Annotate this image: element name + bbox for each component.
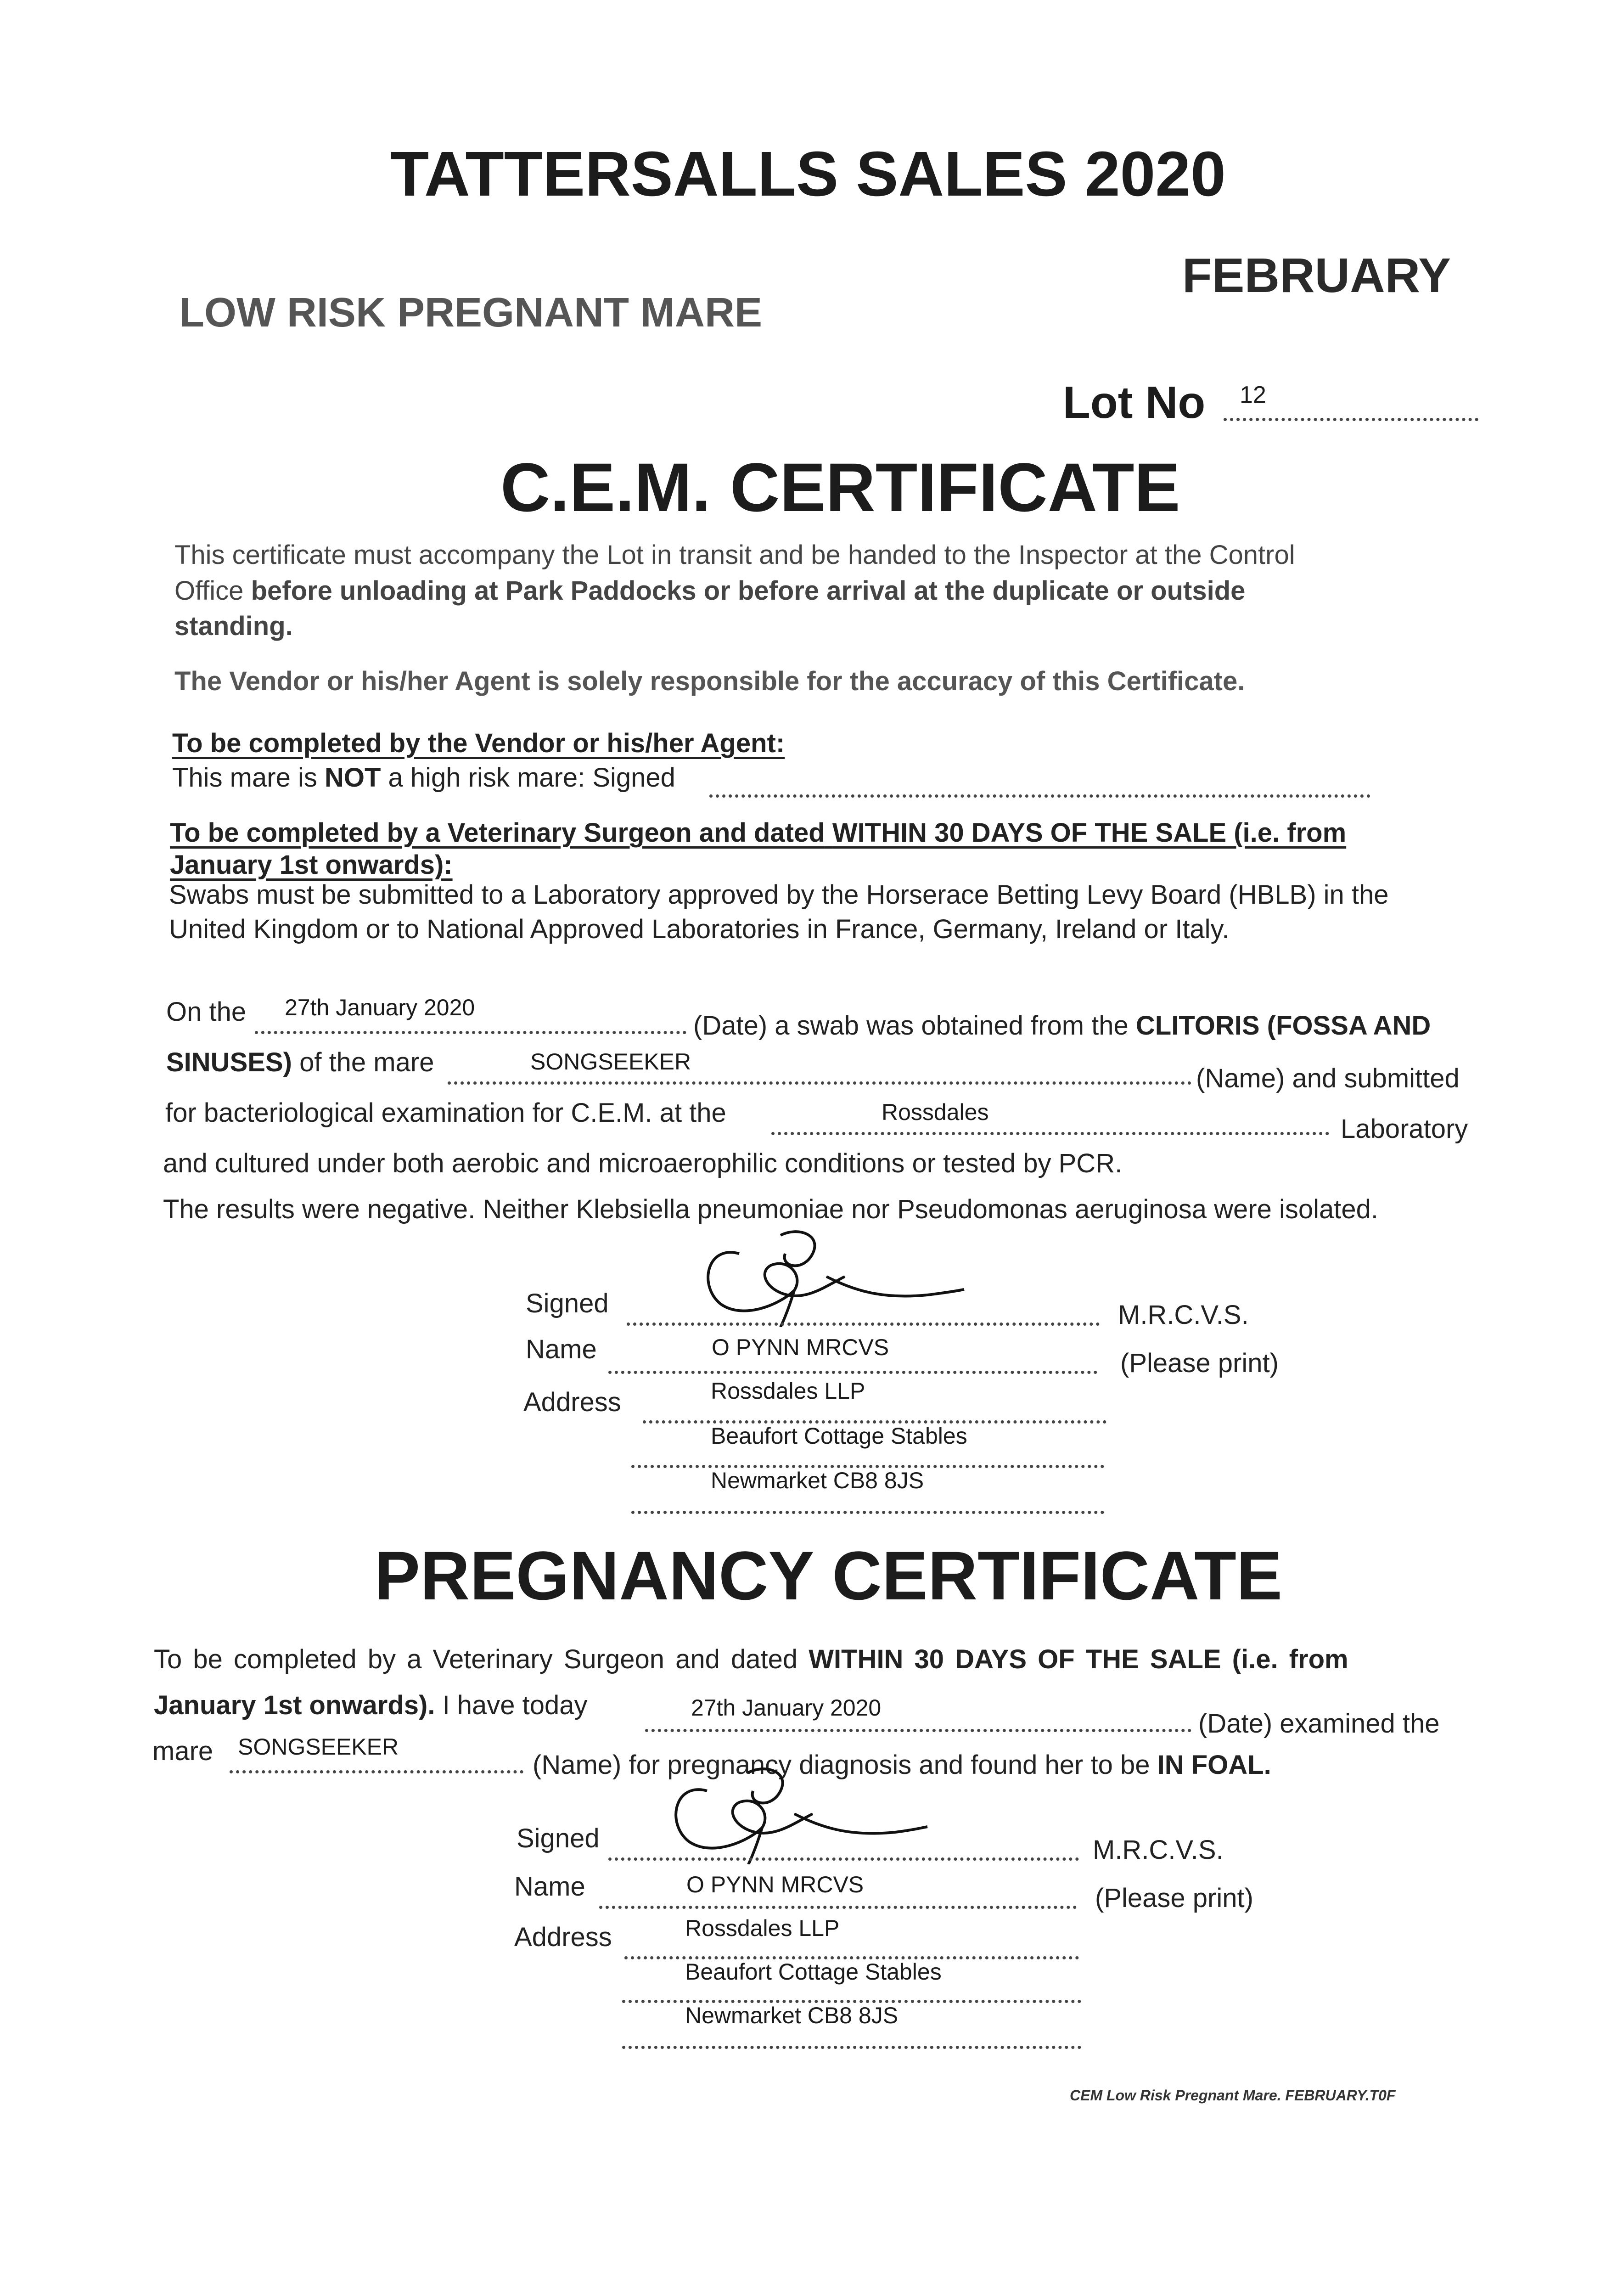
swab-date-line <box>255 1031 686 1034</box>
cem-signed-label: Signed <box>526 1289 609 1318</box>
pregnancy-address-2: Beaufort Cottage Stables <box>685 1959 942 1985</box>
swab-requirement-2: United Kingdom or to National Approved Laboratories in France, Germany, Ireland or Italy. <box>169 914 1230 944</box>
lab-value: Rossdales <box>882 1099 989 1125</box>
cem-vet-name: O PYNN MRCVS <box>712 1334 889 1360</box>
document-title: TATTERSALLS SALES 2020 <box>390 139 1226 209</box>
cem-address-line-3 <box>631 1511 1104 1514</box>
pregnancy-address-label: Address <box>514 1922 612 1952</box>
pregnancy-date-line <box>645 1729 1191 1732</box>
pregnancy-line-1: To be completed by a Veterinary Surgeon and dated WITHIN 30 DAYS OF THE SALE (i.e. from <box>154 1644 1348 1674</box>
sale-category: LOW RISK PREGNANT MARE <box>179 290 762 336</box>
on-the-label: On the <box>166 997 247 1027</box>
name-and-submitted: (Name) and submitted <box>1196 1064 1460 1093</box>
intro-line-1: This certificate must accompany the Lot in transit and be handed to the Inspector at the Control <box>174 540 1295 570</box>
mare-name-line <box>448 1081 1191 1085</box>
cem-mrcvs: M.R.C.V.S. <box>1118 1300 1249 1330</box>
pregnancy-signed-line <box>608 1857 1079 1861</box>
cem-title: C.E.M. CERTIFICATE <box>500 449 1180 526</box>
pregnancy-address-1: Rossdales LLP <box>685 1915 840 1941</box>
intro-line-3: standing. <box>174 611 293 641</box>
mare-name-value: SONGSEEKER <box>530 1049 691 1075</box>
pregnancy-mare-label: mare <box>152 1736 213 1766</box>
lot-dotted-line <box>1224 418 1478 421</box>
results-statement: The results were negative. Neither Klebsiella pneumoniae nor Pseudomonas aeruginosa were isolated. <box>163 1194 1378 1224</box>
pregnancy-vet-signature <box>657 1759 932 1864</box>
vendor-signature-line <box>709 794 1370 798</box>
pregnancy-name-line <box>599 1906 1077 1909</box>
vendor-heading: To be completed by the Vendor or his/her Agent: <box>172 728 785 758</box>
pregnancy-mare-name: SONGSEEKER <box>238 1734 399 1760</box>
intro-line-2: Office before unloading at Park Paddocks or before arrival at the duplicate or outside <box>174 576 1246 606</box>
pregnancy-vet-name: O PYNN MRCVS <box>686 1872 864 1897</box>
pregnancy-name-label: Name <box>514 1872 585 1902</box>
pregnancy-line-2a: January 1st onwards). I have today <box>154 1690 588 1720</box>
laboratory-label: Laboratory <box>1341 1114 1468 1144</box>
cem-address-1: Rossdales LLP <box>711 1378 865 1404</box>
cem-address-3: Newmarket CB8 8JS <box>711 1468 924 1493</box>
vet-heading-line-1: To be completed by a Veterinary Surgeon and dated WITHIN 30 DAYS OF THE SALE (i.e. from <box>170 818 1347 848</box>
cem-please-print: (Please print) <box>1120 1348 1279 1378</box>
pregnancy-please-print: (Please print) <box>1095 1883 1253 1913</box>
pregnancy-mare-line <box>230 1770 523 1773</box>
lot-number: 12 <box>1240 382 1266 408</box>
pregnancy-date-value: 27th January 2020 <box>691 1695 882 1721</box>
sinuses-line: SINUSES) of the mare <box>166 1047 434 1077</box>
sale-month: FEBRUARY <box>1182 248 1451 303</box>
pregnancy-address-line-3 <box>622 2046 1081 2049</box>
cem-name-label: Name <box>526 1334 597 1364</box>
pregnancy-title: PREGNANCY CERTIFICATE <box>374 1537 1282 1614</box>
bacterio-label: for bacteriological examination for C.E.M. at the <box>165 1098 726 1128</box>
pregnancy-finding: (Name) for pregnancy diagnosis and found her to be IN FOAL. <box>533 1750 1271 1780</box>
swab-requirement-1: Swabs must be submitted to a Laboratory approved by the Horserace Betting Levy Board (HBLB) in the <box>169 880 1389 910</box>
pregnancy-date-suffix: (Date) examined the <box>1198 1709 1440 1739</box>
swab-date-suffix: (Date) a swab was obtained from the CLITORIS (FOSSA AND <box>693 1011 1431 1041</box>
cultured-statement: and cultured under both aerobic and microaerophilic conditions or tested by PCR. <box>163 1148 1123 1178</box>
vendor-declaration: This mare is NOT a high risk mare: Signed <box>172 763 675 793</box>
lab-line <box>771 1132 1329 1135</box>
cem-name-line <box>608 1371 1097 1374</box>
responsibility-statement: The Vendor or his/her Agent is solely responsible for the accuracy of this Certificate. <box>174 666 1245 696</box>
vet-heading-line-2: January 1st onwards): <box>170 850 453 880</box>
swab-date-value: 27th January 2020 <box>285 995 475 1020</box>
cem-address-label: Address <box>523 1387 621 1417</box>
cem-signed-line <box>627 1322 1100 1326</box>
form-reference: CEM Low Risk Pregnant Mare. FEBRUARY.T0F <box>1070 2087 1396 2104</box>
pregnancy-mrcvs: M.R.C.V.S. <box>1093 1835 1224 1865</box>
pregnancy-address-3: Newmarket CB8 8JS <box>685 2003 899 2028</box>
pregnancy-signed-label: Signed <box>517 1823 600 1853</box>
cem-vet-signature <box>689 1221 973 1327</box>
cem-address-2: Beaufort Cottage Stables <box>711 1423 967 1449</box>
lot-label: Lot No <box>1063 377 1206 428</box>
